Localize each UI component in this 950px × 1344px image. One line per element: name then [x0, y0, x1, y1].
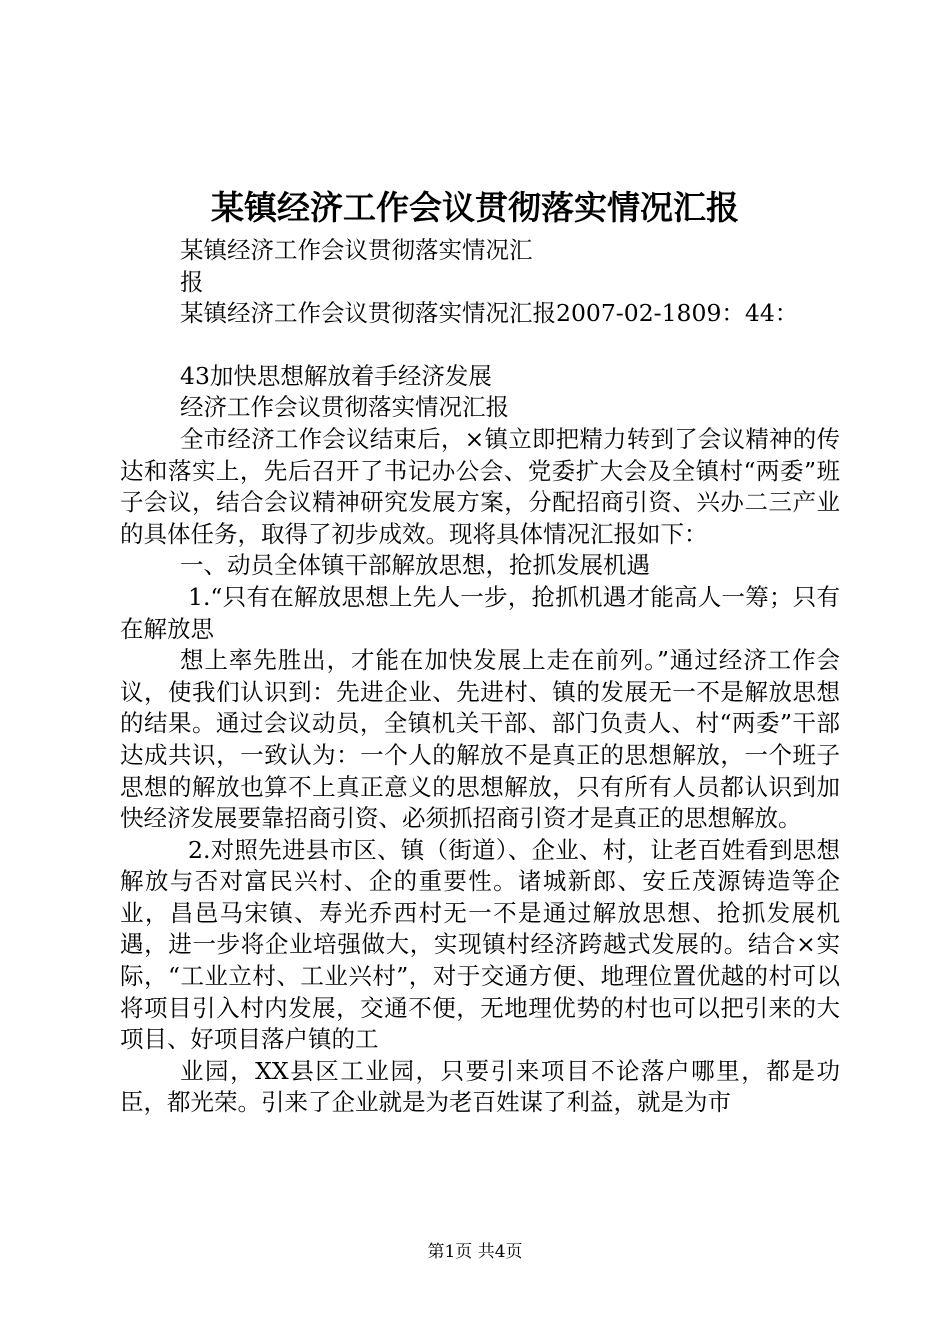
page-footer: 第1页 共4页: [427, 1242, 523, 1262]
document-body: [120, 235, 840, 1119]
paragraph-point-2-continued: 业园，XX县区工业园，只要引来项目不论落户哪里，都是功臣，都光荣。引来了企业就是为老百姓谋了利益，就是为市: [120, 1056, 840, 1117]
paragraph-point-1-continued: 想上率先胜出，才能在加快发展上走在前列。”通过经济工作会议，使我们认识到：先进企业、先进村、镇的发展无一不是解放思想的结果。通过会议动员，全镇机关干部、部门负责人、村“两委”干部达成共识，一致认为：一个人的解放不是真正的思想解放，一个班子思想的解放也算不上真正意义的思想解放，只有所有人员都认识到加快经济发展要靠招商引资、必须抓招商引资才是真正的思想解放。: [120, 646, 840, 833]
document-title: 某镇经济工作会议贯彻落实情况汇报: [211, 188, 739, 227]
paragraph-heading-line-2: 报: [180, 267, 204, 296]
paragraph-heading-line-1: 某镇经济工作会议贯彻落实情况汇: [180, 236, 533, 264]
paragraph-point-1: 1.“只有在解放思想上先人一步，抢抓机遇才能高人一筹；只有在解放思: [120, 582, 840, 643]
paragraph-date-line: 某镇经济工作会议贯彻落实情况汇报2007-02-1809：44：: [180, 299, 799, 328]
paragraph-subtitle-2: 经济工作会议贯彻落实情况汇报: [180, 393, 509, 422]
blank-line: [120, 330, 840, 361]
paragraph-intro: 全市经济工作会议结束后，×镇立即把精力转到了会议精神的传达和落实上，先后召开了书记办公会、党委扩大会及全镇村“两委”班子会议，结合会议精神研究发展方案，分配招商引资、兴办二三产业的具体任务，取得了初步成效。现将具体情况汇报如下：: [120, 424, 840, 548]
paragraph-point-2: 2.对照先进县市区、镇（街道）、企业、村，让老百姓看到思想解放与否对富民兴村、企的重要性。诸城新郎、安丘茂源铸造等企业，昌邑马宋镇、寿光乔西村无一不是通过解放思想、抢抓发展机遇，进一步将企业培强做大，实现镇村经济跨越式发展的。结合×实际，“工业立村、工业兴村”，对于交通方便、地理位置优越的村可以将项目引入村内发展，交通不便，无地理优势的村也可以把引来的大项目、好项目落户镇的工: [120, 835, 840, 1054]
section-heading-1: 一、动员全体镇干部解放思想，抢抓发展机遇: [180, 551, 650, 580]
paragraph-subtitle: 43加快思想解放着手经济发展: [180, 361, 492, 390]
